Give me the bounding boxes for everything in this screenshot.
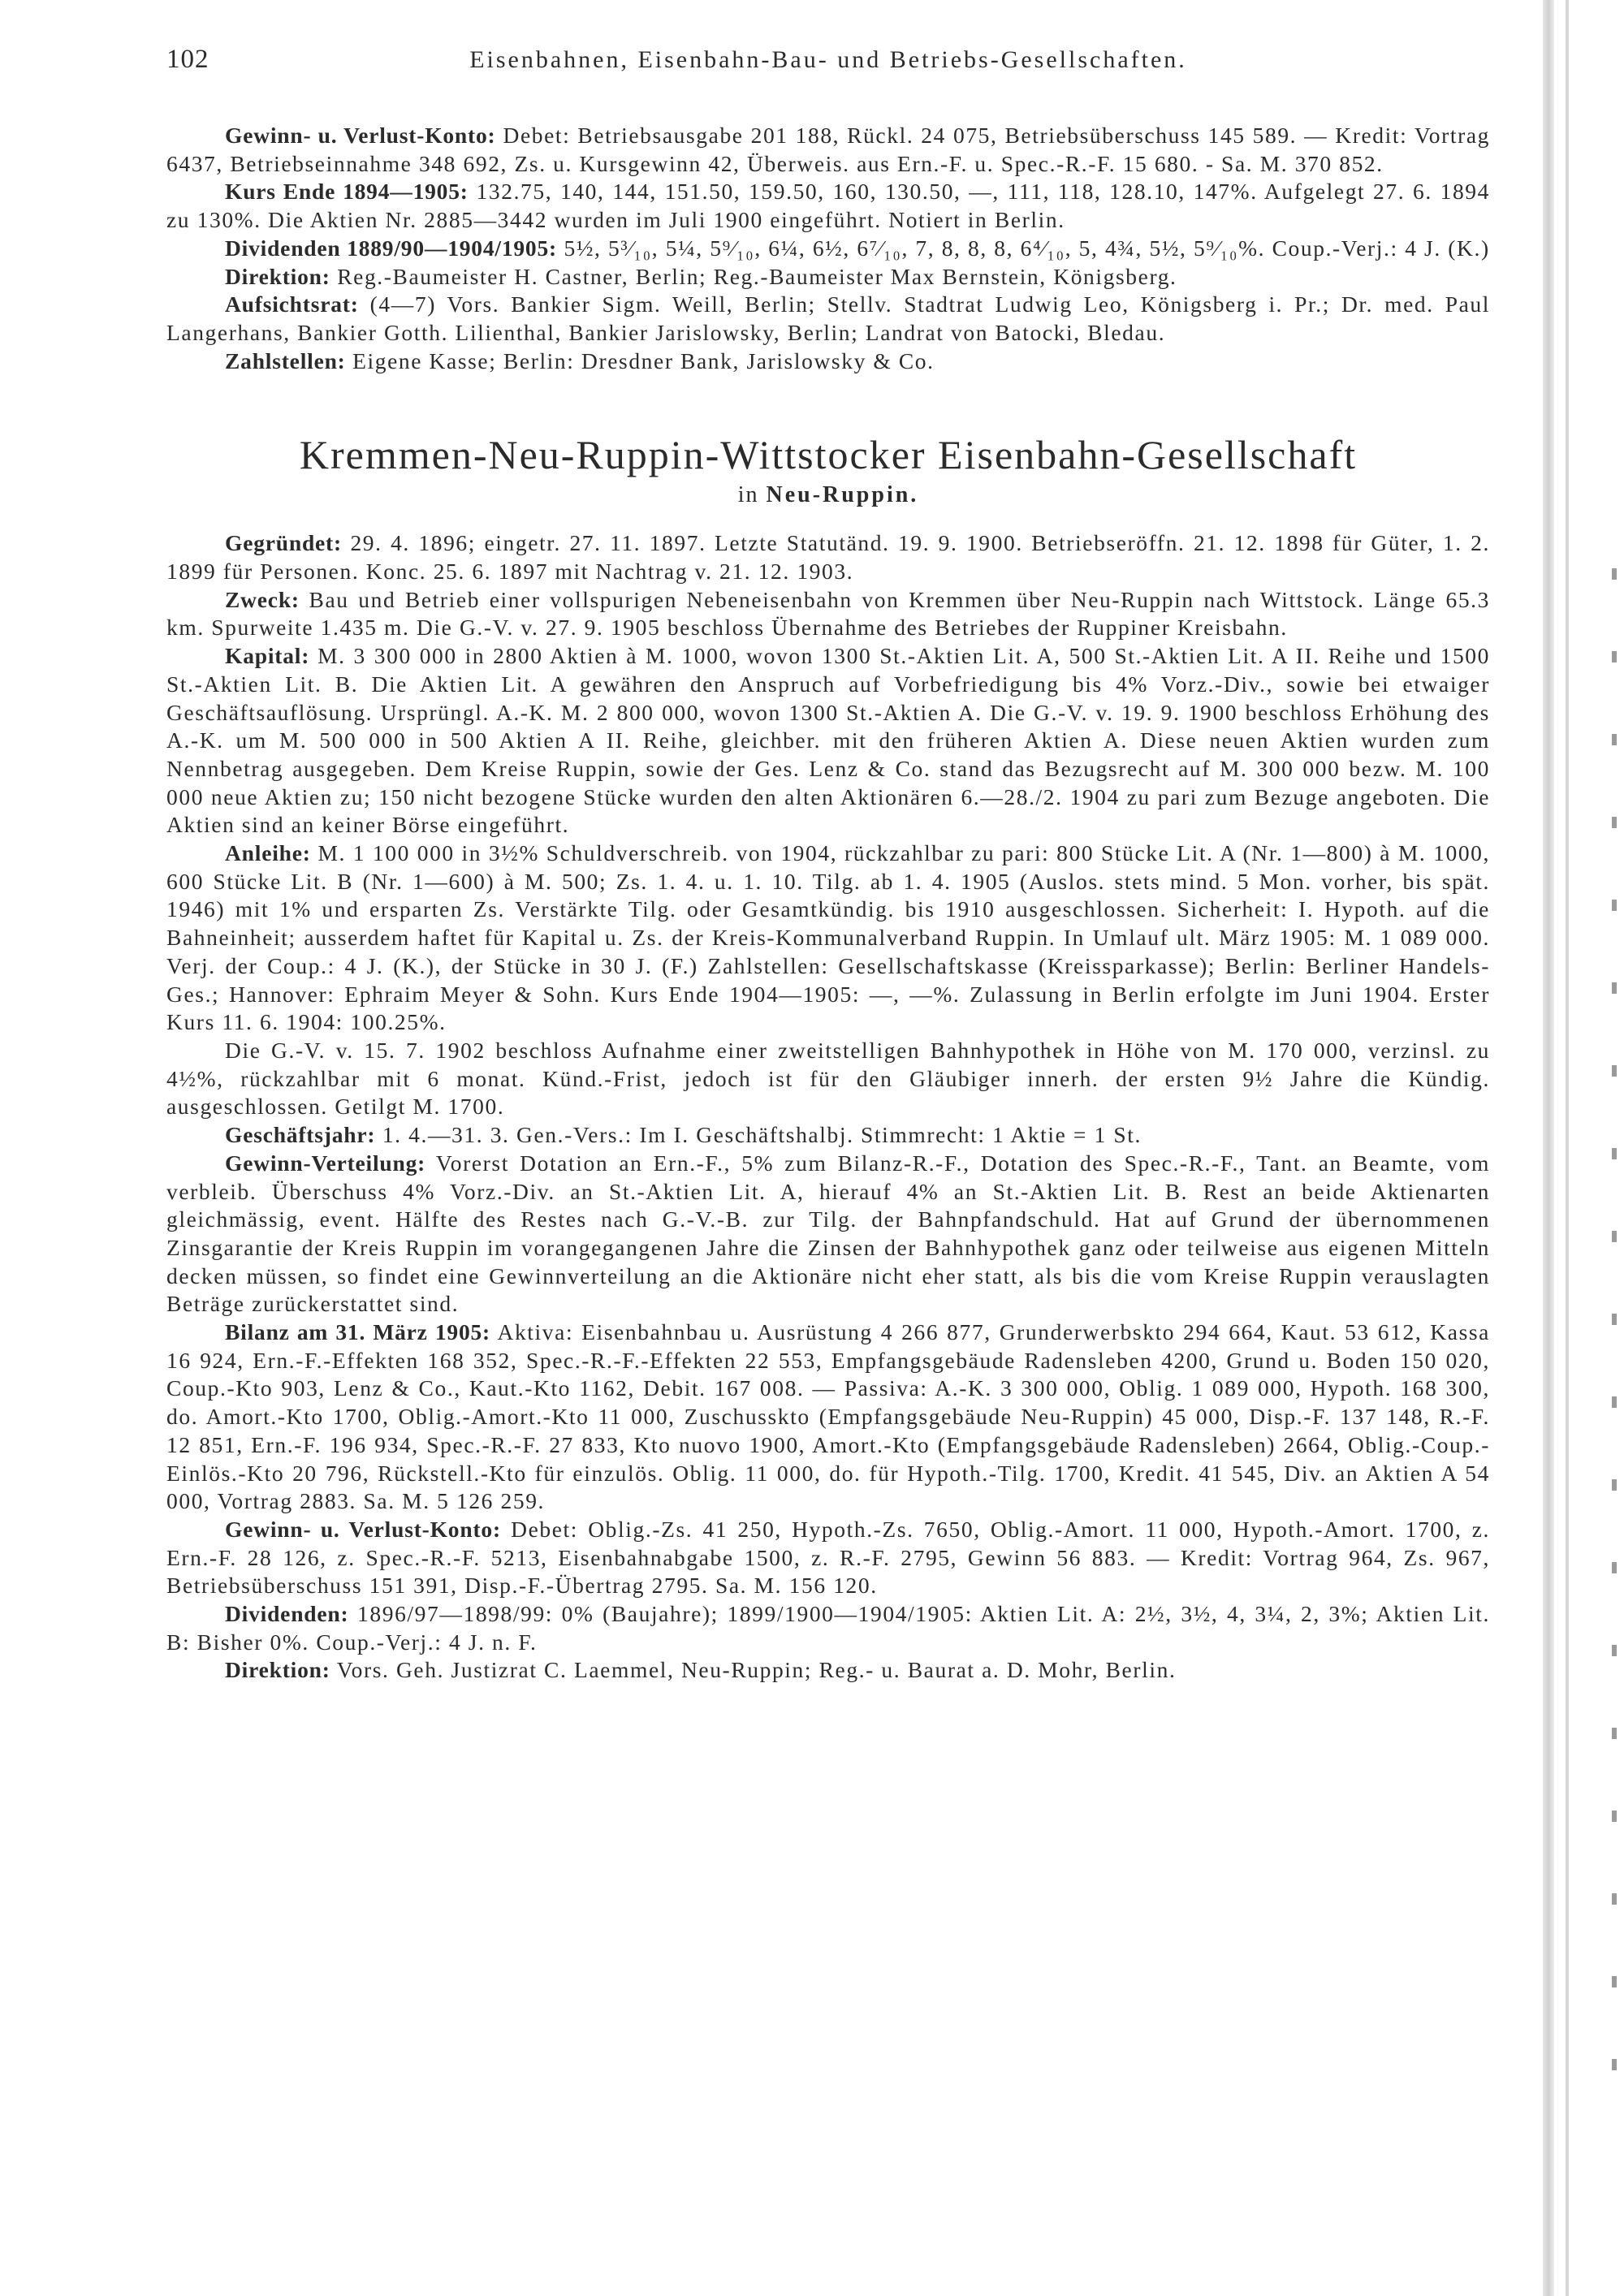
entry-text: Bau und Betrieb einer vollspurigen Nebeneisenbahn von Kremmen über Neu-Ruppin nach Wittstock. Länge 65.3 km. Spurweite 1.435 m. Die G.-V. v. 27. 9. 1905 beschloss Übernahme des Betriebes der Ruppiner Kreisbahn. [166, 586, 1490, 641]
entry-label: Kapital: [225, 643, 310, 669]
entry-paragraph [166, 839, 1490, 1037]
entry-paragraph [166, 1656, 1490, 1685]
entry-text: Die G.-V. v. 15. 7. 1902 beschloss Aufnahme einer zweitstelligen Bahnhypothek in Höhe von M. 170 000, verzinsl. zu 4½%, rückzahlbar mit 6 monat. Künd.-Frist, jedoch ist für den Gläubiger innerh. der ersten 9½ Jahre die Kündig. ausgeschlossen. Getilgt M. 1700. [166, 1037, 1490, 1120]
entry-label: Gegründet: [225, 530, 342, 556]
page-number: 102 [166, 45, 209, 74]
entry-paragraph [166, 1150, 1490, 1318]
prev-dir-label: Direktion: [225, 263, 330, 289]
company-location [166, 482, 1490, 508]
prev-dir-text: Reg.-Baumeister H. Castner, Berlin; Reg.-Baumeister Max Bernstein, Königsberg. [337, 263, 1177, 289]
entry-label: Geschäftsjahr: [225, 1122, 376, 1148]
facing-page-edge [1612, 568, 1624, 2142]
entry-paragraph [166, 1037, 1490, 1121]
company-entries [166, 529, 1490, 1685]
prev-dir-paragraph [166, 263, 1490, 291]
prev-kurs-label: Kurs Ende 1894—1905: [225, 179, 469, 205]
entry-text: 1. 4.—31. 3. Gen.-Vers.: Im I. Geschäftshalbj. Stimmrecht: 1 Aktie = 1 St. [382, 1122, 1142, 1148]
entry-label: Direktion: [225, 1657, 330, 1683]
page-gutter-line [1566, 0, 1569, 2296]
prev-auf-label: Aufsichtsrat: [225, 291, 359, 317]
prev-div-text: 5½, 5³⁄₁₀, 5¼, 5⁹⁄₁₀, 6¼, 6½, 6⁷⁄₁₀, 7, 8, 8, 8, 6⁴⁄₁₀, 5, 4¾, 5½, 5⁹⁄₁₀%. Coup.-Verj.: 4 J. (K.) [564, 235, 1490, 261]
running-title: Eisenbahnen, Eisenbahn-Bau- und Betriebs-Gesellschaften. [469, 46, 1187, 73]
prev-zahl-text: Eigene Kasse; Berlin: Dresdner Bank, Jarislowsky & Co. [352, 347, 935, 373]
entry-label: Dividenden: [225, 1601, 349, 1627]
prev-div-paragraph [166, 235, 1490, 263]
entry-text: M. 3 300 000 in 2800 Aktien à M. 1000, wovon 1300 St.-Aktien Lit. A, 500 St.-Aktien Lit. A II. Reihe und 1500 St.-Aktien Lit. B. Die Aktien Lit. A gewähren den Anspruch auf Vorbefriedigung bis 4% Vorz.-Div., sowie bei etwaiger Geschäftsauflösung. Ursprüngl. A.-K. M. 2 800 000, wovon 1300 St.-Aktien A. Die G.-V. v. 19. 9. 1900 beschloss Erhöhung des A.-K. um M. 500 000 in 500 Aktien A II. Reihe, gleichber. mit den früheren Aktien A. Diese neuen Aktien wurden zum Nennbetrag ausgegeben. Dem Kreise Ruppin, sowie der Ges. Lenz & Co. stand das Bezugsrecht auf M. 300 000 bezw. M. 100 000 neue Aktien zu; 150 nicht bezogene Stücke wurden den alten Aktionären 6.—28./2. 1904 zu pari zum Bezuge angeboten. Die Aktien sind an keiner Börse eingeführt. [166, 643, 1490, 838]
prev-gewinn-paragraph [166, 122, 1490, 178]
prev-kurs-text: 132.75, 140, 144, 151.50, 159.50, 160, 130.50, —, 111, 118, 128.10, 147%. Aufgelegt 27. 6. 1894 zu 130%. Die Aktien Nr. 2885—3442 wurden im Juli 1900 eingeführt. Notiert in Berlin. [166, 179, 1490, 233]
entry-paragraph [166, 1516, 1490, 1600]
entry-text: Vorerst Dotation an Ern.-F., 5% zum Bilanz-R.-F., Dotation des Spec.-R.-F., Tant. an Beamte, vom verbleib. Überschuss 4% Vorz.-Div. an St.-Aktien Lit. A, hierauf 4% an St.-Aktien Lit. B. Rest an beide Aktienarten gleichmässig, event. Hälfte des Restes nach G.-V.-B. zur Tilg. der Bahnpfandschuld. Hat auf Grund der übernommenen Zinsgarantie der Kreis Ruppin im vorangegangenen Jahre die Zinsen der Bahnhypothek ganz oder teilweise aus eigenen Mitteln decken müssen, so findet eine Gewinnverteilung an die Aktionäre nicht eher statt, als bis die vom Kreise Ruppin verauslagten Beträge zurückerstattet sind. [166, 1150, 1490, 1317]
prev-auf-paragraph [166, 291, 1490, 347]
entry-text: 1896/97—1898/99: 0% (Baujahre); 1899/1900—1904/1905: Aktien Lit. A: 2½, 3½, 4, 3¼, 2, 3%; Aktien Lit. B: Bisher 0%. Coup.-Verj.: 4 J. n. F. [166, 1601, 1490, 1655]
prev-gewinn-label: Gewinn- u. Verlust-Konto: [225, 123, 496, 148]
entry-text: Debet: Oblig.-Zs. 41 250, Hypoth.-Zs. 7650, Oblig.-Amort. 11 000, Hypoth.-Amort. 1700, z. Ern.-F. 28 126, z. Spec.-R.-F. 5213, Eisenbahnabgabe 1500, z. R.-F. 2795, Gewinn 56 883. — Kredit: Vortrag 964, Zs. 967, Betriebsüberschuss 151 391, Disp.-F.-Übertrag 2795. Sa. M. 156 120. [166, 1516, 1490, 1599]
entry-text: Aktiva: Eisenbahnbau u. Ausrüstung 4 266 877, Grunderwerbskto 294 664, Kaut. 53 612, Kassa 16 924, Ern.-F.-Effekten 168 352, Spec.-R.-F.-Effekten 22 553, Empfangsgebäude Radensleben 4200, Grund u. Boden 150 020, Coup.-Kto 903, Lenz & Co., Kaut.-Kto 1162, Debit. 167 008. — Passiva: A.-K. 3 300 000, Oblig. 1 089 000, Hypoth. 168 300, do. Amort.-Kto 1700, Oblig.-Amort.-Kto 11 000, Zuschusskto (Empfangsgebäude Neu-Ruppin) 45 000, Disp.-F. 137 148, R.-F. 12 851, Ern.-F. 196 934, Spec.-R.-F. 27 833, Kto nuovo 1900, Amort.-Kto (Empfangsgebäude Radensleben) 2664, Oblig.-Coup.-Einlös.-Kto 20 796, Rückstell.-Kto für einzulös. Oblig. 11 000, do. für Hypoth.-Tilg. 1700, Kredit. 41 545, Div. an Aktien A 54 000, Vortrag 2883. Sa. M. 5 126 259. [166, 1319, 1490, 1514]
entry-label: Zweck: [225, 586, 300, 612]
entry-label: Bilanz am 31. März 1905: [225, 1319, 490, 1345]
entry-text: Vors. Geh. Justizrat C. Laemmel, Neu-Ruppin; Reg.- u. Baurat a. D. Mohr, Berlin. [336, 1657, 1177, 1683]
entry-label: Gewinn- u. Verlust-Konto: [225, 1516, 501, 1542]
company-title: Kremmen-Neu-Ruppin-Wittstocker Eisenbahn-Gesellschaft [299, 432, 1358, 478]
company-location-prefix: in [737, 482, 759, 508]
entry-label: Anleihe: [225, 840, 311, 866]
entry-text: 29. 4. 1896; eingetr. 27. 11. 1897. Letzte Statutänd. 19. 9. 1900. Betriebseröffn. 21. 12. 1898 für Güter, 1. 2. 1899 für Personen. Konc. 25. 6. 1897 mit Nachtrag v. 21. 12. 1903. [166, 530, 1490, 585]
prev-gewinn-text: Debet: Betriebsausgabe 201 188, Rückl. 24 075, Betriebsüberschuss 145 589. — Kredit: Vortrag 6437, Betriebseinnahme 348 692, Zs. u. Kursgewinn 42, Überweis. aus Ern.-F. u. Spec.-R.-F. 15 680. - Sa. M. 370 852. [166, 123, 1490, 176]
entry-text: M. 1 100 000 in 3½% Schuldverschreib. von 1904, rückzahlbar zu pari: 800 Stücke Lit. A (Nr. 1—800) à M. 1000, 600 Stücke Lit. B (Nr. 1—600) à M. 500; Zs. 1. 4. u. 1. 10. Tilg. ab 1. 4. 1905 (Auslos. stets mind. 5 Mon. vorher, bis spät. 1946) mit 1% und ersparten Zs. Verstärkte Tilg. oder Gesamtkündig. bis 1910 ausgeschlossen. Sicherheit: I. Hypoth. auf die Bahneinheit; ausserdem haftet für Kapital u. Zs. der Kreis-Kommunalverband Ruppin. In Umlauf ult. März 1905: M. 1 089 000. Verj. der Coup.: 4 J. (K.), der Stücke in 30 J. (F.) Zahlstellen: Gesellschaftskasse (Kreissparkasse); Berlin: Berliner Handels-Ges.; Hannover: Ephraim Meyer & Sohn. Kurs Ende 1904—1905: —, —%. Zulassung in Berlin erfolgte im Juni 1904. Erster Kurs 11. 6. 1904: 100.25%. [166, 840, 1490, 1035]
book-page [166, 45, 1490, 1685]
entry-paragraph [166, 586, 1490, 642]
company-city: Neu-Ruppin. [766, 482, 919, 508]
entry-label: Gewinn-Verteilung: [225, 1150, 426, 1176]
entry-paragraph [166, 1600, 1490, 1656]
entry-paragraph [166, 1318, 1490, 1516]
page-gutter-shadow [1543, 0, 1554, 2296]
prev-zahl-label: Zahlstellen: [225, 347, 346, 373]
previous-company-section [166, 122, 1490, 375]
prev-div-label: Dividenden 1889/90—1904/1905: [225, 235, 557, 261]
prev-zahl-paragraph [166, 347, 1490, 376]
entry-paragraph [166, 529, 1490, 585]
prev-auf-text: (4—7) Vors. Bankier Sigm. Weill, Berlin; Stellv. Stadtrat Ludwig Leo, Königsberg i. Pr.; Dr. med. Paul Langerhans, Bankier Gotth. Lilienthal, Bankier Jarislowsky, Berlin; Landrat von Batocki, Bledau. [166, 291, 1490, 345]
entry-paragraph [166, 642, 1490, 839]
entry-paragraph [166, 1121, 1490, 1150]
prev-kurs-paragraph [166, 178, 1490, 234]
running-header [166, 45, 1490, 75]
